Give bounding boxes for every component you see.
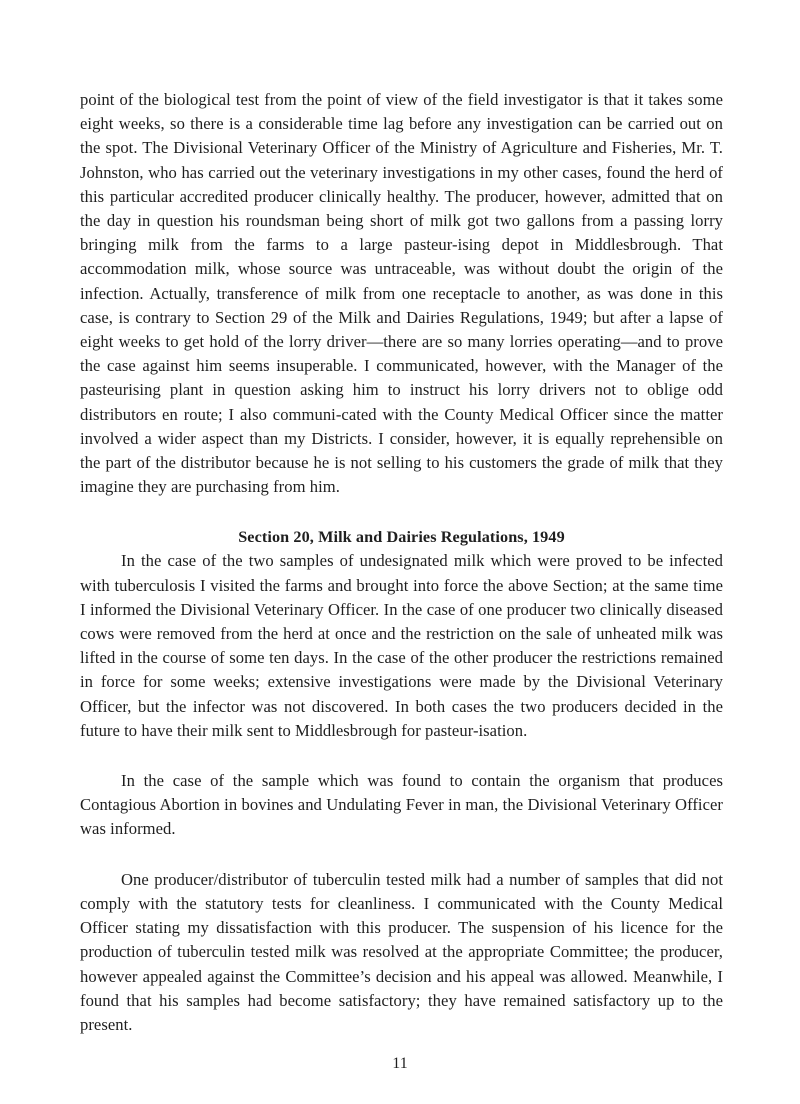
document-page xyxy=(80,88,723,1037)
paragraph-4: One producer/distributor of tuberculin tested milk had a number of samples that did not comply with the statutory tests for cleanliness. I communicated with the County Medical Officer stating my dissatisfaction with this producer. The suspension of his licence for the production of tuberculin tested milk was resolved at the appropriate Committee; the producer, however appealed against the Committee’s decision and his appeal was allowed. Meanwhile, I found that his samples had become satisfactory; they have remained satisfactory up to the present. xyxy=(80,869,723,1034)
page-number: 11 xyxy=(392,1055,408,1072)
paragraph-2: In the case of the two samples of undesignated milk which were proved to be infected with tuberculosis I visited the farms and brought into force the above Section; at the same time I informed the Divisional Veterinary Officer. In the case of one producer two clinically diseased cows were removed from the herd at once and the restriction on the sale of unheated milk was lifted in the course of some ten days. In the case of the other producer the restrictions remained in force for some weeks; extensive investigations were made by the Divisional Veterinary Officer, but the infector was not discovered. In both cases the two producers decided in the future to have their milk sent to Middlesbrough for pasteur-isation. xyxy=(80,551,723,740)
paragraph-3: In the case of the sample which was found to contain the organism that produces Contagious Abortion in bovines and Undulating Fever in man, the Divisional Veterinary Officer was informed. xyxy=(80,771,723,839)
paragraph-1: point of the biological test from the point of view of the field investigator is that it takes some eight weeks, so there is a considerable time lag before any investigation can be carried out on the spot. The Divisional Veterinary Officer of the Ministry of Agriculture and Fisheries, Mr. T. Johnston, who has carried out the veterinary investigations in my other cases, found the herd of this particular accredited producer clinically healthy. The producer, however, admitted that on the day in question his roundsman being short of milk got two gallons from a passing lorry bringing milk from the farms to a large pasteur-ising depot in Middlesbrough. That accommodation milk, whose source was untraceable, was without doubt the origin of the infection. Actually, transference of milk from one receptacle to another, as was done in this case, is contrary to Section 29 of the Milk and Dairies Regulations, 1949; but after a lapse of eight weeks to get hold of the lorry driver—there are so many lorries operating—and to prove the case against him seems insuperable. I communicated, however, with the Manager of the pasteurising plant in question asking him to instruct his lorry drivers not to oblige odd distributors en route; I also communi-cated with the County Medical Officer since the matter involved a wider aspect than my Districts. I consider, however, it is equally reprehensible on the part of the distributor because he is not selling to his customers the grade of milk that they imagine they are purchasing from him. xyxy=(80,90,723,497)
section-heading: Section 20, Milk and Dairies Regulations, 1949 xyxy=(238,528,565,547)
